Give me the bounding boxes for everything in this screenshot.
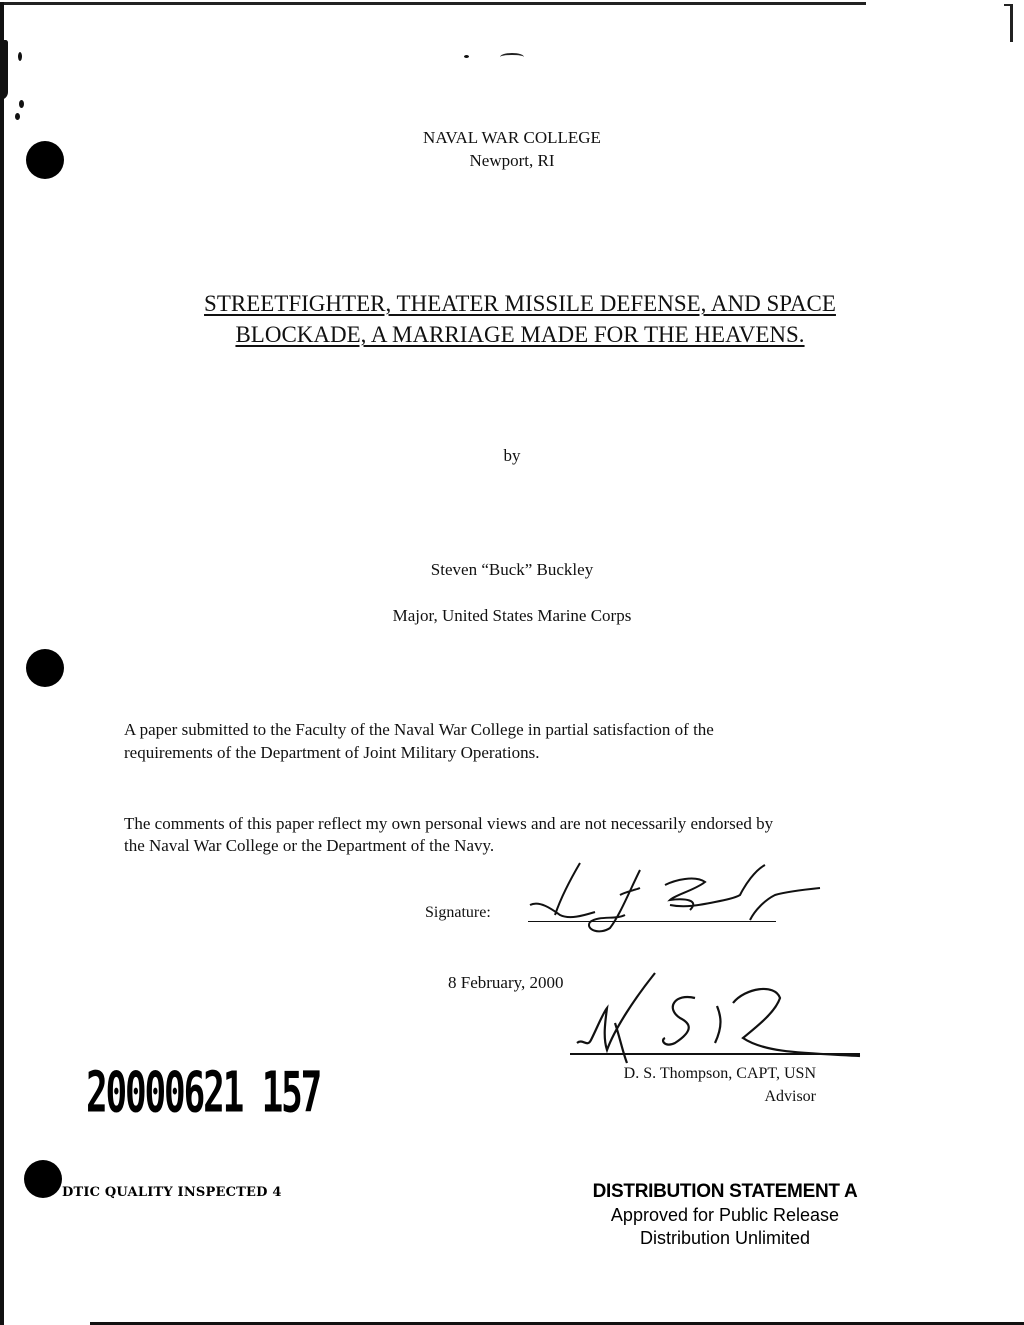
scan-border-left: [0, 2, 4, 1325]
scan-mark: [500, 53, 524, 61]
accession-number: 20000621 157: [86, 1060, 321, 1125]
by-label: by: [503, 446, 521, 465]
distribution-approval: Approved for Public Release: [610, 1205, 840, 1225]
signature-date: 8 February, 2000: [448, 973, 564, 992]
advisor-name: D. S. Thompson, CAPT, USN: [623, 1065, 816, 1082]
scan-artifact-blob: [0, 40, 8, 100]
punch-hole-icon: [24, 1160, 62, 1198]
scan-border-right: [1010, 4, 1013, 42]
submission-statement-line-2: requirements of the Department of Joint Military Operations.: [124, 743, 540, 762]
distribution-scope: Distribution Unlimited: [639, 1228, 811, 1248]
dtic-quality-stamp: DTIC QUALITY INSPECTED 4: [62, 1185, 282, 1200]
disclaimer-line-2: the Naval War College or the Department of the Navy.: [124, 836, 495, 855]
signature-label: Signature:: [425, 904, 491, 921]
scan-speck: [18, 52, 22, 61]
author-rank: Major, United States Marine Corps: [392, 606, 632, 625]
scan-border-top: [0, 2, 866, 5]
scan-speck: [15, 113, 20, 120]
punch-hole-icon: [26, 649, 64, 687]
institution-name: NAVAL WAR COLLEGE: [423, 128, 601, 147]
paper-title-line-2: BLOCKADE, A MARRIAGE MADE FOR THE HEAVENS.: [235, 322, 805, 347]
scan-speck: [19, 100, 24, 108]
submission-statement-line-1: A paper submitted to the Faculty of the Naval War College in partial satisfaction of the: [124, 720, 714, 739]
advisor-role: Advisor: [764, 1088, 816, 1105]
paper-title-line-1: STREETFIGHTER, THEATER MISSILE DEFENSE, AND SPACE: [204, 291, 836, 316]
distribution-statement-title: DISTRIBUTION STATEMENT A: [592, 1181, 858, 1202]
disclaimer-line-1: The comments of this paper reflect my own personal views and are not necessarily endorsed by: [124, 814, 774, 833]
advisor-signature-icon: [565, 968, 865, 1068]
scan-speck: [464, 55, 469, 58]
author-signature-icon: [525, 860, 825, 935]
institution-location: Newport, RI: [469, 151, 555, 170]
author-name: Steven “Buck” Buckley: [430, 560, 594, 579]
